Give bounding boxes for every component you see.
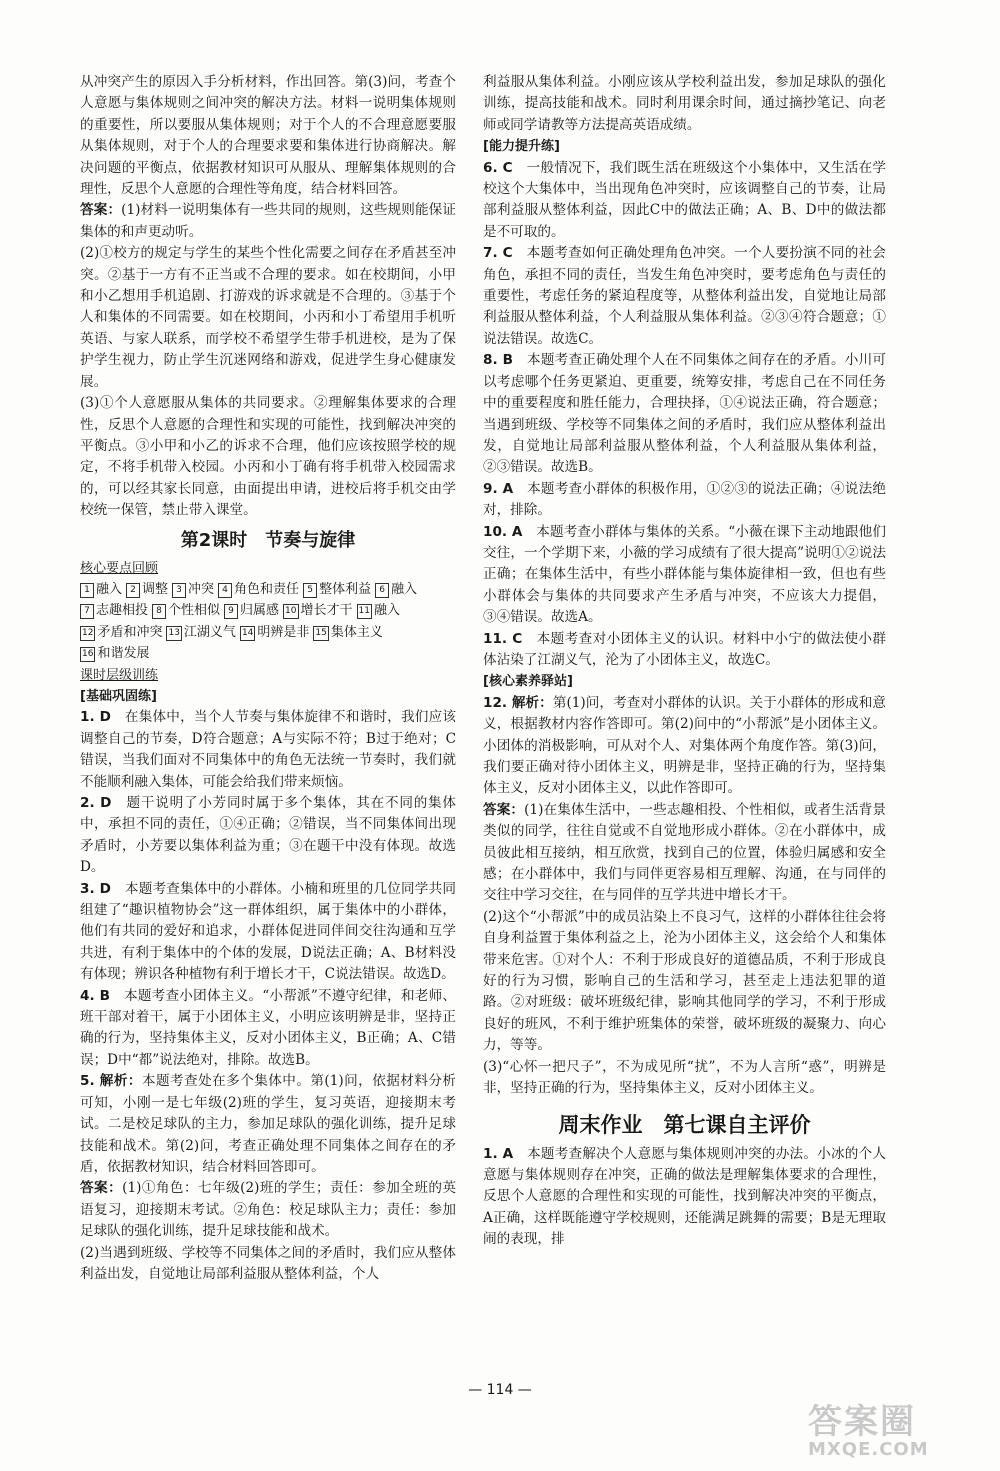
core-review-item-text: 增长才干 (300, 603, 353, 619)
question-6-text: 一般情况下，我们既生活在班级这个小集体中，又生活在学校这个大集体中，当出现角色冲突时，应该调整自己的节奏，让局部利益服从整体利益，因此C中的做法正确；A、B、D中的做法都是不可取的。 (483, 159, 887, 240)
question-5-answer (80, 1178, 456, 1242)
core-review-item-number: 4 (218, 583, 232, 598)
question-1-text: 在集体中，当个人节奏与集体旋律不和谐时，我们应该调整自己的节奏，D符合题意；A与实际不符；B过于绝对；C错误，当我们面对不同集体中的角色无法统一节奏时，我们就不能顺利融入集体，可能会给我们带来烦恼。 (80, 709, 457, 790)
question-2-text: 题干说明了小芳同时属于多个集体，其在不同的集体中，承担不同的责任，①④正确；②错误，当不同集体间出现矛盾时，小芳要以集体利益为重；③在题干中没有体现。故选D。 (80, 795, 457, 876)
core-review-item (80, 622, 162, 643)
question-12-number: 12. 解析： (483, 694, 553, 711)
weekend-heading: 周末作业 第七课自主评价 (558, 1112, 811, 1137)
question-4-number: 4. B (80, 987, 110, 1004)
question-8-text: 本题考查正确处理个人在不同集体之间存在的矛盾。小川可以考虑哪个任务更紧迫、更重要，统筹安排，考虑自己在不同任务中的重要程度和胜任能力，合理抉择，①④说法正确，符合题意；当遇到班级、学校等不同集体之间的矛盾时，我们应从整体利益出发，自觉地让局部利益服从整体利益，个人利益服从集体利益，②③错误。故选B。 (483, 352, 887, 476)
question-3-text: 本题考查集体中的小群体。小楠和班里的几位同学共同组建了“趣识植物协会”这一群体组织，属于集体中的小群体，他们有共同的爱好和追求，小群体促进同伴间交往沟通和互学共进，有利于集体中的个体的发展，D说法正确；A、B材料没有体现；辨识各种植物有利于增长才干，C说法错误。故选D。 (80, 880, 457, 983)
weekend-question-1 (483, 1144, 886, 1251)
core-review-item-number: 13 (166, 626, 181, 641)
core-review-item-number: 10 (283, 604, 298, 619)
core-review-item-text: 归属感 (240, 603, 280, 619)
core-review-item (80, 579, 122, 600)
lesson-heading: 第2课时 节奏与旋律 (180, 529, 356, 551)
question-12-answer-1: (1)在集体生活中，一些志趣相投、个性相似，或者生活背景类似的同学，往往自觉或不自觉地形成小群体。②在小群体中，成员彼此相互接纳，相互欣赏，找到自己的位置，体验归属感和安全感；在小群体中，我们与同伴更容易相互理解、沟通，在与同伴的交往中学习交往，在与同伴的互学共进中增长才干。 (483, 801, 886, 904)
core-review-item-text: 江湖义气 (183, 624, 236, 640)
core-review-item (224, 600, 279, 621)
core-review-item-text: 明辨是非 (257, 624, 310, 640)
question-11 (483, 629, 886, 672)
answer-1 (80, 200, 456, 243)
core-review-item-number: 9 (224, 604, 238, 619)
core-review-item-number: 3 (172, 583, 186, 598)
question-6-number: 6. C (483, 159, 513, 176)
question-5-answer-2: (2)当遇到班级、学校等不同集体之间的矛盾时，我们应从整体利益出发，自觉地让局部利益服从整体利益，个人 (80, 1244, 456, 1282)
core-review-item (313, 622, 382, 643)
core-review-item-number: 6 (375, 583, 389, 598)
core-review-item (283, 600, 352, 621)
watermark-top: 答案圈 (808, 1402, 916, 1442)
question-5-text: 本题考查处在多个集体中。第(1)问，依据材料分析可知，小刚一是七年级(2)班的学生，复习英语，迎接期末考试。二是校足球队的主力，参加足球队的强化训练，提升足球技能和战术。第(2)问，考查正确处理不同集体之间存在的矛盾，依据教材知识，结合材料回答即可。 (80, 1073, 456, 1175)
answer-label: 答案： (483, 801, 525, 818)
question-8-number: 8. B (483, 352, 513, 369)
question-10-number: 10. A (483, 523, 523, 540)
question-2 (80, 793, 456, 879)
core-review-item (218, 579, 299, 600)
core-review-item-text: 集体主义 (330, 624, 383, 640)
core-review-item-text: 融入 (373, 603, 400, 619)
weekend-question-1-text: 本题考查解决个人意愿与集体规则冲突的办法。小冰的个人意愿与集体规则存在冲突，正确的做法是理解集体要求的合理性，反思个人意愿的合理性和实现的可能性，找到解决冲突的平衡点，A正确，这样既能遵守学校规则，还能满足跳舞的需要；B是无理取闹的表现，排 (483, 1145, 886, 1248)
answer-3: (3)①个人意愿服从集体的共同要求。②理解集体要求的合理性，反思个人意愿的合理性和实现的可能性，找到解决冲突的平衡点。③小甲和小乙的诉求不合理，他们应该按照学校的规定，不将手机带入校园。小丙和小丁确有将手机带入校园需求的，可以经其家长同意，由面提出申请，进校后将手机交由学校统一保管，禁止带入课堂。 (80, 395, 456, 519)
question-9-text: 本题考查小群体的积极作用，①②③的说法正确；④说法绝对，排除。 (483, 480, 886, 519)
core-review-item-text: 整体利益 (319, 581, 372, 597)
question-9 (483, 479, 886, 522)
question-10 (483, 522, 886, 629)
core-review-item-text: 冲突 (188, 581, 215, 597)
right-paragraph-continued: 利益服从集体利益。小刚应该从学校利益出发，参加足球队的强化训练，提高技能和战术。同时利用课余时间，通过摘抄笔记、向老师或同学请教等方法提高英语成绩。 (483, 74, 886, 133)
question-7-text: 本题考查如何正确处理角色冲突。一个人要扮演不同的社会角色，承担不同的责任，当发生角色冲突时，要考虑角色与责任的重要性，考虑任务的紧迫程度等，从整体利益出发，自觉地让局部利益服从整体利益，个人利益服从集体利益。②③④符合题意；①说法错误。故选C。 (483, 245, 887, 347)
left-column (80, 72, 456, 1285)
basic-practice-label: [基础巩固练] (80, 688, 157, 704)
watermark-logo (808, 1404, 988, 1464)
core-review-item-text: 个性相似 (168, 603, 221, 619)
core-review-item-number: 12 (80, 626, 95, 641)
core-review-item (80, 600, 148, 621)
core-review-item (166, 622, 235, 643)
question-5-number: 5. 解析： (80, 1073, 142, 1090)
core-review-item-text: 角色和责任 (234, 581, 300, 597)
question-5-answer-1: (1)①角色：七年级(2)班的学生；责任：参加全班的英语复习，迎接期末考试。②角色：校足球队主力；责任：参加足球队的强化训练，提升足球技能和战术。 (80, 1180, 457, 1240)
question-11-text: 本题考查对小团体主义的认识。材料中小宁的做法使小群体沾染了江湖义气，沦为了小团体主义，故选C。 (483, 630, 887, 668)
left-paragraph-intro: 从冲突产生的原因入手分析材料，作出回答。第(3)问，考查个人意愿与集体规则之间冲突的解决方法。材料一说明集体规则的重要性，所以要服从集体规则；对于个人的不合理意愿要服从集体规则，对于个人的合理要求要和集体进行协商解决。解决问题的平衡点，依据教材知识可从服从、理解集体规则的合理性，反思个人意愿的合理性等角度，结合材料回答。 (80, 74, 456, 198)
core-review-item-text: 融入 (96, 581, 123, 597)
question-11-number: 11. C (483, 630, 523, 647)
core-review-item-text: 和谐发展 (97, 646, 150, 662)
core-review-item-number: 5 (303, 583, 317, 598)
core-review-item (357, 600, 400, 621)
core-review-item (80, 643, 149, 664)
core-review-item-number: 15 (313, 626, 328, 641)
watermark-bottom: MXQE.COM (808, 1439, 929, 1460)
question-1 (80, 707, 456, 793)
core-review-item (152, 600, 220, 621)
question-12-answer (483, 800, 886, 907)
core-review-grid (80, 579, 456, 665)
page-number: — 114 — (468, 1382, 532, 1398)
answer-1-text: (1)材料一说明集体有一些共同的规则，这些规则能保证集体的和声更动听。 (80, 202, 456, 240)
question-5 (80, 1071, 456, 1178)
right-column (483, 72, 886, 1251)
question-2-number: 2. D (80, 795, 112, 811)
question-12-answer-2: (2)这个“小帮派”中的成员沾染上不良习气，这样的小群体往往会将自身利益置于集体利益之上，沦为小团体主义，这会给个人和集体带来危害。①对个人：不利于形成良好的道德品质，不利于形成良好的行为习惯，影响自己的生活和学习，甚至走上违法犯罪的道路。②对班级：破坏班级纪律，影响其他同学的学习，不利于形成良好的班风，不利于维护班集体的荣誉，破坏班级的凝聚力、向心力，等等。 (483, 908, 886, 1054)
lesson-training-label: 课时层级训练 (80, 667, 159, 683)
core-review-item (172, 579, 214, 600)
core-review-item-number: 1 (80, 583, 94, 598)
question-7-number: 7. C (483, 245, 513, 262)
question-9-number: 9. A (483, 480, 514, 497)
question-7 (483, 243, 886, 350)
core-review-item-number: 16 (80, 647, 95, 662)
question-12-answer-3: (3)“心怀一把尺子”，不为成见所“扰”，不为人言所“惑”，明辨是非，坚持正确的行为，坚持集体主义，反对小团体主义。 (483, 1058, 886, 1097)
core-literacy-label: [核心素养驿站] (483, 674, 573, 690)
question-6 (483, 158, 886, 244)
answer-label: 答案： (80, 1180, 123, 1197)
core-review-item (375, 579, 417, 600)
ability-practice-label: [能力提升练] (483, 139, 560, 155)
question-3-number: 3. D (80, 880, 111, 897)
core-review-item-number: 14 (240, 626, 255, 641)
question-12-text: 第(1)问，考查对小群体的认识。关于小群体的形成和意义，根据教材内容作答即可。第(2)问中的“小帮派”是小团体主义。小团体的消极影响，可从对个人、对集体两个角度作答。第(3)问，我们要正确对待小团体主义，明辨是非，坚持正确的行为，坚持集体主义，反对小团体主义，以此作答即可。 (483, 694, 886, 797)
question-4-text: 本题考查小团体主义。“小帮派”不遵守纪律，和老师、班干部对着干，属于小团体主义，小明应该明辨是非，坚持正确的行为，坚持集体主义，反对小团体主义，B正确；A、C错误；D中“都”说法绝对，排除。故选B。 (80, 987, 457, 1068)
question-4 (80, 986, 456, 1072)
core-review-item-number: 7 (80, 604, 94, 619)
question-12 (483, 693, 886, 800)
question-8 (483, 350, 886, 478)
core-review-item (240, 622, 309, 643)
core-review-item-text: 矛盾和冲突 (97, 624, 163, 640)
answer-2: (2)①校方的规定与学生的某些个性化需要之间存在矛盾甚至冲突。②基于一方有不正当或不合理的要求。如在校期间，小甲和小乙想用手机追剧、打游戏的诉求就是不合理的。③基于个人和集体的不同需要。如在校期间，小丙和小丁希望用手机听英语、与家人联系，而学校不希望学生带手机进校，是为了保护学生视力，防止学生沉迷网络和游戏，促进学生身心健康发展。 (80, 245, 456, 390)
core-review-item (126, 579, 168, 600)
core-review-item-text: 志趣相投 (96, 603, 149, 619)
core-review-item-text: 调整 (142, 581, 169, 597)
question-10-text: 本题考查小群体与集体的关系。“小薇在课下主动地跟他们交往，一个学期下来，小薇的学习成绩有了很大提高”说明①②说法正确；在集体生活中，有些小群体能与集体旋律相一致，但也有些小群体会与集体的共同要求产生矛盾与冲突，不应该大力提倡，③④错误。故选A。 (483, 523, 886, 626)
core-review-item-number: 2 (126, 583, 140, 598)
core-review-item-number: 11 (357, 604, 372, 619)
question-3 (80, 879, 456, 986)
core-review-item-text: 融入 (391, 581, 418, 597)
answer-label: 答案： (80, 202, 122, 219)
weekend-question-1-number: 1. A (483, 1145, 514, 1162)
core-review-item-number: 8 (152, 604, 166, 619)
question-1-number: 1. D (80, 709, 111, 726)
core-review-item (303, 579, 371, 600)
core-review-label: 核心要点回顾 (80, 560, 159, 576)
